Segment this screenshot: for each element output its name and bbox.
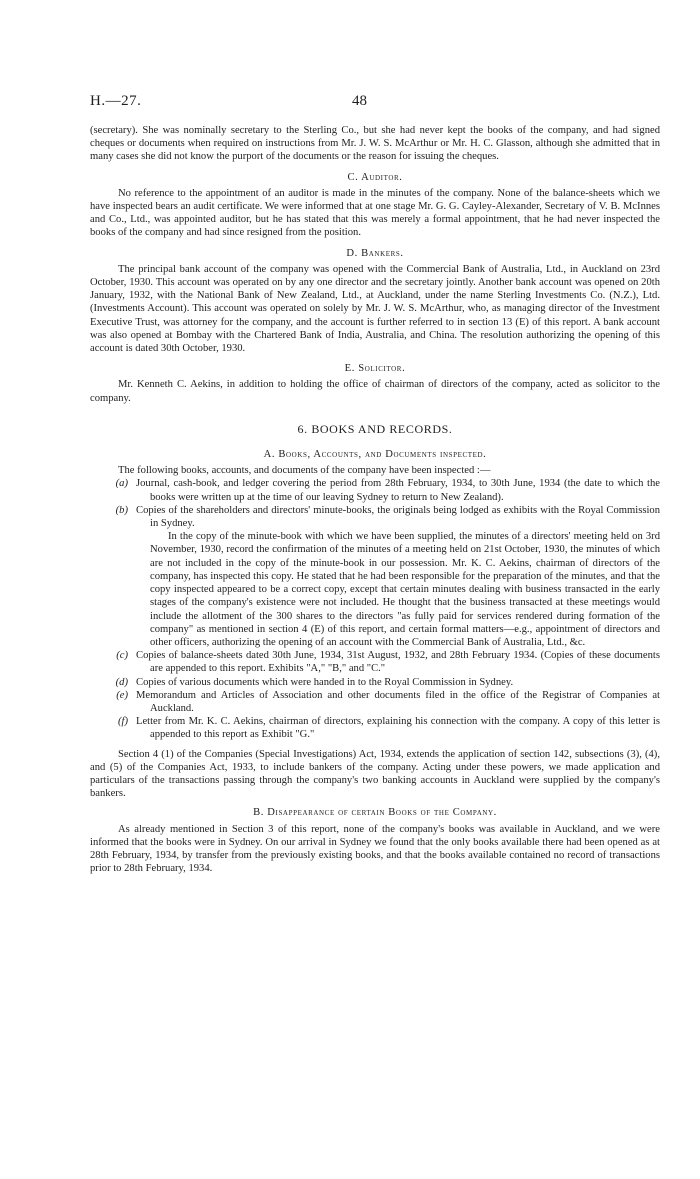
list-item-label: (e) bbox=[116, 689, 128, 701]
subsection-b-heading: B. Disappearance of certain Books of the Company. bbox=[253, 807, 497, 819]
list-item-text: Journal, cash-book, and ledger covering the period from 28th February, 1934, to 30th June, 1934 (the date to which the books were written up at the time of our leaving Sydney to return to New Zealand). bbox=[136, 478, 660, 503]
solicitor-heading: E. Solicitor. bbox=[344, 363, 406, 375]
auditor-heading: C. Auditor. bbox=[347, 171, 403, 183]
list-item-subparagraph: In the copy of the minute-book with which we have been supplied, the minutes of a directors' meeting held on 3rd November, 1930, record the confirmation of the minutes of a meeting held on 21st October, 1930, the minutes of which are not included in the copy of the minute-book in our possession. Mr. K. C. Aekins, chairman of directors of the company, has inspected this copy. He stated that he had been responsible for the preparation of the minutes, and that the copy inspected appeared to be a correct copy, except that certain minutes dealing with business transacted in the early stages of the company's existence were not included. He thought that the business transacted at these meetings would include the allotment of the 300 shares to the directors "as fully paid for services rendered during formation of the company" as mentioned in section 4 (E) of this report, and certain formal matters—e.g., appointment of directors and other officers, authorizing the opening of an account with the Commercial Bank of Australia, Ltd., &c. bbox=[150, 531, 660, 648]
section-heading: 6. BOOKS AND RECORDS. bbox=[297, 421, 453, 436]
list-item-text: Letter from Mr. K. C. Aekins, chairman of directors, explaining his connection with the company. A copy of this letter is appended to this report as Exhibit "G." bbox=[136, 716, 660, 741]
list-item-label: (b) bbox=[115, 504, 128, 516]
list-item bbox=[90, 504, 660, 649]
list-item-text: Memorandum and Articles of Association and other documents filed in the office of the Registrar of Companies at Auckland. bbox=[136, 689, 660, 714]
list-item bbox=[90, 715, 660, 741]
subsection-b-paragraph: As already mentioned in Section 3 of this report, none of the company's books was available in Auckland, and we were informed that the books were in Sydney. On our arrival in Sydney we found that the only books available there had been opened as at 28th February, 1934, by transfer from the previously existing books, and that the books available contained no record of transactions prior to 28th February, 1934. bbox=[90, 823, 660, 875]
inspection-lead: The following books, accounts, and documents of the company have been inspected :— bbox=[118, 465, 491, 477]
list-item-label: (a) bbox=[115, 478, 128, 490]
list-item-text: Copies of the shareholders and directors' minute-books, the originals being lodged as exhibits with the Royal Commission in Sydney. bbox=[136, 504, 660, 530]
list-item-label: (d) bbox=[115, 676, 128, 688]
bankers-heading: D. Bankers. bbox=[346, 247, 404, 259]
list-item bbox=[90, 676, 660, 689]
document-body bbox=[90, 124, 660, 875]
list-item-label: (c) bbox=[116, 650, 128, 662]
bankers-paragraph: The principal bank account of the company was opened with the Commercial Bank of Australia, Ltd., in Auckland on 23rd October, 1930. This account was operated on by any one director and the secretary jointly. Another bank account was opened on 20th January, 1932, with the National Bank of New Zealand, Ltd., at Auckland, under the name Sterling Investments Co. (N.Z.), Ltd. (Investments Account). This account was operated on solely by Mr. J. W. S. McArthur, who, as managing director of the Investment Executive Trust, was attorney for the company, and the account is further referred to in section 13 (E) of this report. A bank account was also opened at Bombay with the Chartered Bank of India, Australia, and China. The resolution authorizing the opening of this account is dated 30th October, 1930. bbox=[90, 263, 660, 355]
section4-paragraph: Section 4 (1) of the Companies (Special Investigations) Act, 1934, extends the application of section 142, subsections (3), (4), and (5) of the Companies Act, 1933, to include bankers of the company. Acting under these powers, we made application and particulars of the transactions passing through the company's two banking accounts in Auckland were supplied by the company's bankers. bbox=[90, 748, 660, 800]
list-item bbox=[90, 477, 660, 503]
inspected-documents-list bbox=[90, 477, 660, 741]
list-item bbox=[90, 649, 660, 675]
subsection-a-heading: A. Books, Accounts, and Documents inspected. bbox=[263, 449, 487, 461]
parliamentary-reference: H.—27. bbox=[90, 93, 142, 109]
list-item-text: Copies of balance-sheets dated 30th June, 1934, 31st August, 1932, and 28th February 1934. (Copies of these documents are appended to this report. Exhibits "A," "B," and "C." bbox=[136, 650, 660, 675]
list-item bbox=[90, 689, 660, 715]
auditor-paragraph: No reference to the appointment of an auditor is made in the minutes of the company. None of the balance-sheets which we have inspected bears an audit certificate. We were informed that at one stage Mr. G. G. Cayley-Alexander, Secretary of V. B. McInnes and Co., Ltd., was appointed auditor, but he has stated that this was merely a formal appointment, that he had never inspected the books of the company and had since resigned from the position. bbox=[90, 187, 660, 239]
page-number: 48 bbox=[352, 93, 367, 109]
list-item-text: Copies of various documents which were handed in to the Royal Commission in Sydney. bbox=[136, 676, 514, 688]
solicitor-paragraph: Mr. Kenneth C. Aekins, in addition to holding the office of chairman of directors of the company, acted as solicitor to the company. bbox=[90, 379, 660, 404]
page-header bbox=[90, 93, 660, 115]
intro-paragraph: (secretary). She was nominally secretary to the Sterling Co., but she had never kept the books of the company, and had signed cheques or documents when required on instructions from Mr. J. W. S. McArthur or Mr. H. C. Glasson, although she admitted that in many cases she did not know the purport of the documents or the reason for issuing the cheques. bbox=[90, 125, 660, 163]
list-item-label: (f) bbox=[118, 716, 128, 728]
